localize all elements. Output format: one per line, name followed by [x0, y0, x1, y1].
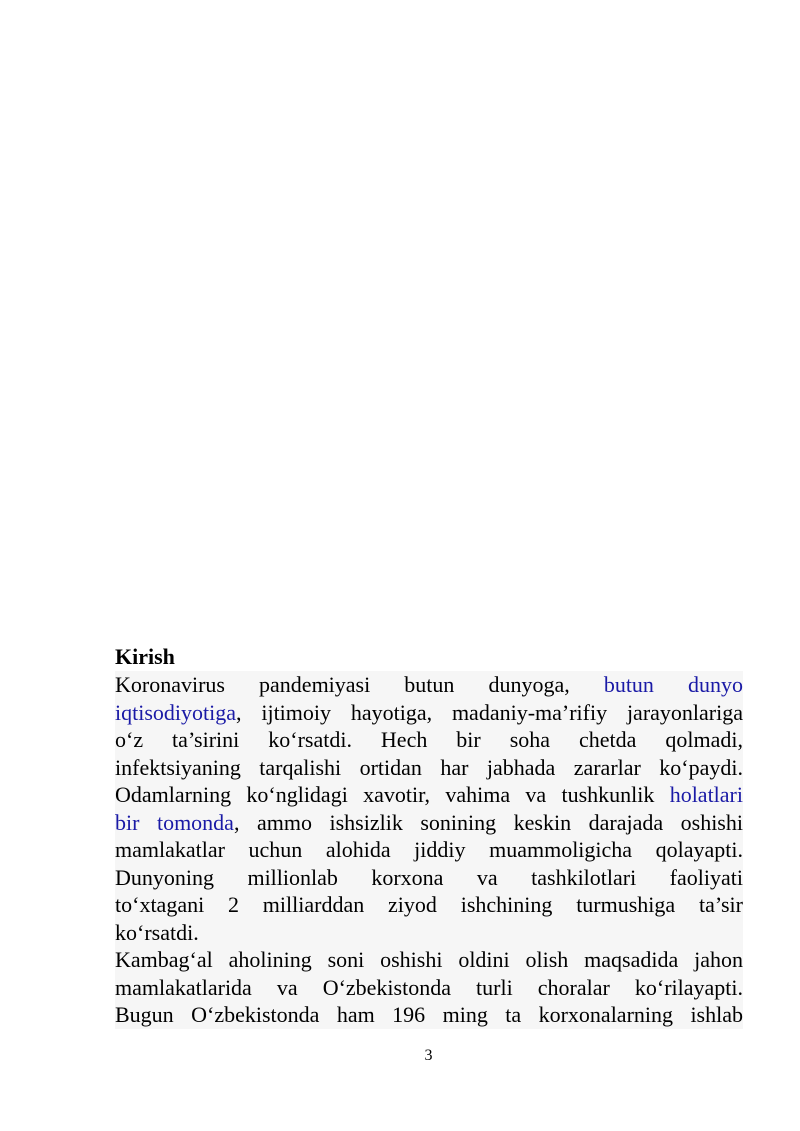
- text-line: [115, 754, 743, 782]
- text-line: [115, 891, 743, 919]
- hyperlink[interactable]: holatlari: [669, 782, 743, 807]
- text-line: [115, 919, 743, 947]
- text-segment: mamlakatlarida va O‘zbekistonda turli choralar ko‘rilayapti.: [115, 974, 743, 1000]
- text-segment: o‘z ta’sirini ko‘rsatdi. Hech bir soha chetda qolmadi,: [115, 727, 743, 752]
- text-line: [115, 699, 743, 727]
- text-segment: Koronavirus pandemiyasi butun dunyoga,: [115, 672, 604, 697]
- text-line: [115, 726, 743, 754]
- text-segment: to‘xtagani 2 milliarddan ziyod ishchining turmushiga ta’sir: [115, 892, 743, 917]
- paragraph-2: [115, 946, 743, 1029]
- text-line: [115, 864, 743, 892]
- text-segment: , ijtimoiy hayotiga, madaniy-ma’rifiy jarayonlariga: [236, 699, 743, 725]
- text-line: [115, 946, 743, 974]
- document-body: [115, 643, 743, 1029]
- page-number: 3: [424, 1047, 433, 1064]
- text-segment: , ammo ishsizlik sonining keskin darajada oshishi: [233, 809, 743, 835]
- text-segment: mamlakatlar uchun alohida jiddiy muammoligicha qolayapti.: [115, 837, 743, 862]
- text-segment: Kambag‘al aholining soni oshishi oldini olish maqsadida jahon: [115, 947, 743, 972]
- text-line: [115, 836, 743, 864]
- text-line: [115, 974, 743, 1002]
- hyperlink[interactable]: iqtisodiyotiga: [115, 699, 236, 725]
- text-segment: infektsiyaning tarqalishi ortidan har jabhada zararlar ko‘paydi.: [115, 754, 743, 780]
- text-segment: Dunyoning millionlab korxona va tashkilotlari faoliyati: [115, 864, 743, 890]
- text-line: [115, 781, 743, 809]
- text-segment: Bugun O‘zbekistonda ham 196 ming ta korxonalarning ishlab: [115, 1002, 743, 1027]
- paragraph-1: [115, 671, 743, 946]
- hyperlink[interactable]: bir tomonda: [115, 809, 234, 835]
- text-segment: ko‘rsatdi.: [115, 919, 199, 945]
- hyperlink[interactable]: butun dunyo: [603, 672, 743, 697]
- text-segment: Odamlarning ko‘nglidagi xavotir, vahima va tushkunlik: [115, 782, 670, 807]
- text-line: [115, 809, 743, 837]
- section-heading: Kirish: [115, 644, 175, 669]
- text-line: [115, 671, 743, 699]
- text-line: [115, 1001, 743, 1029]
